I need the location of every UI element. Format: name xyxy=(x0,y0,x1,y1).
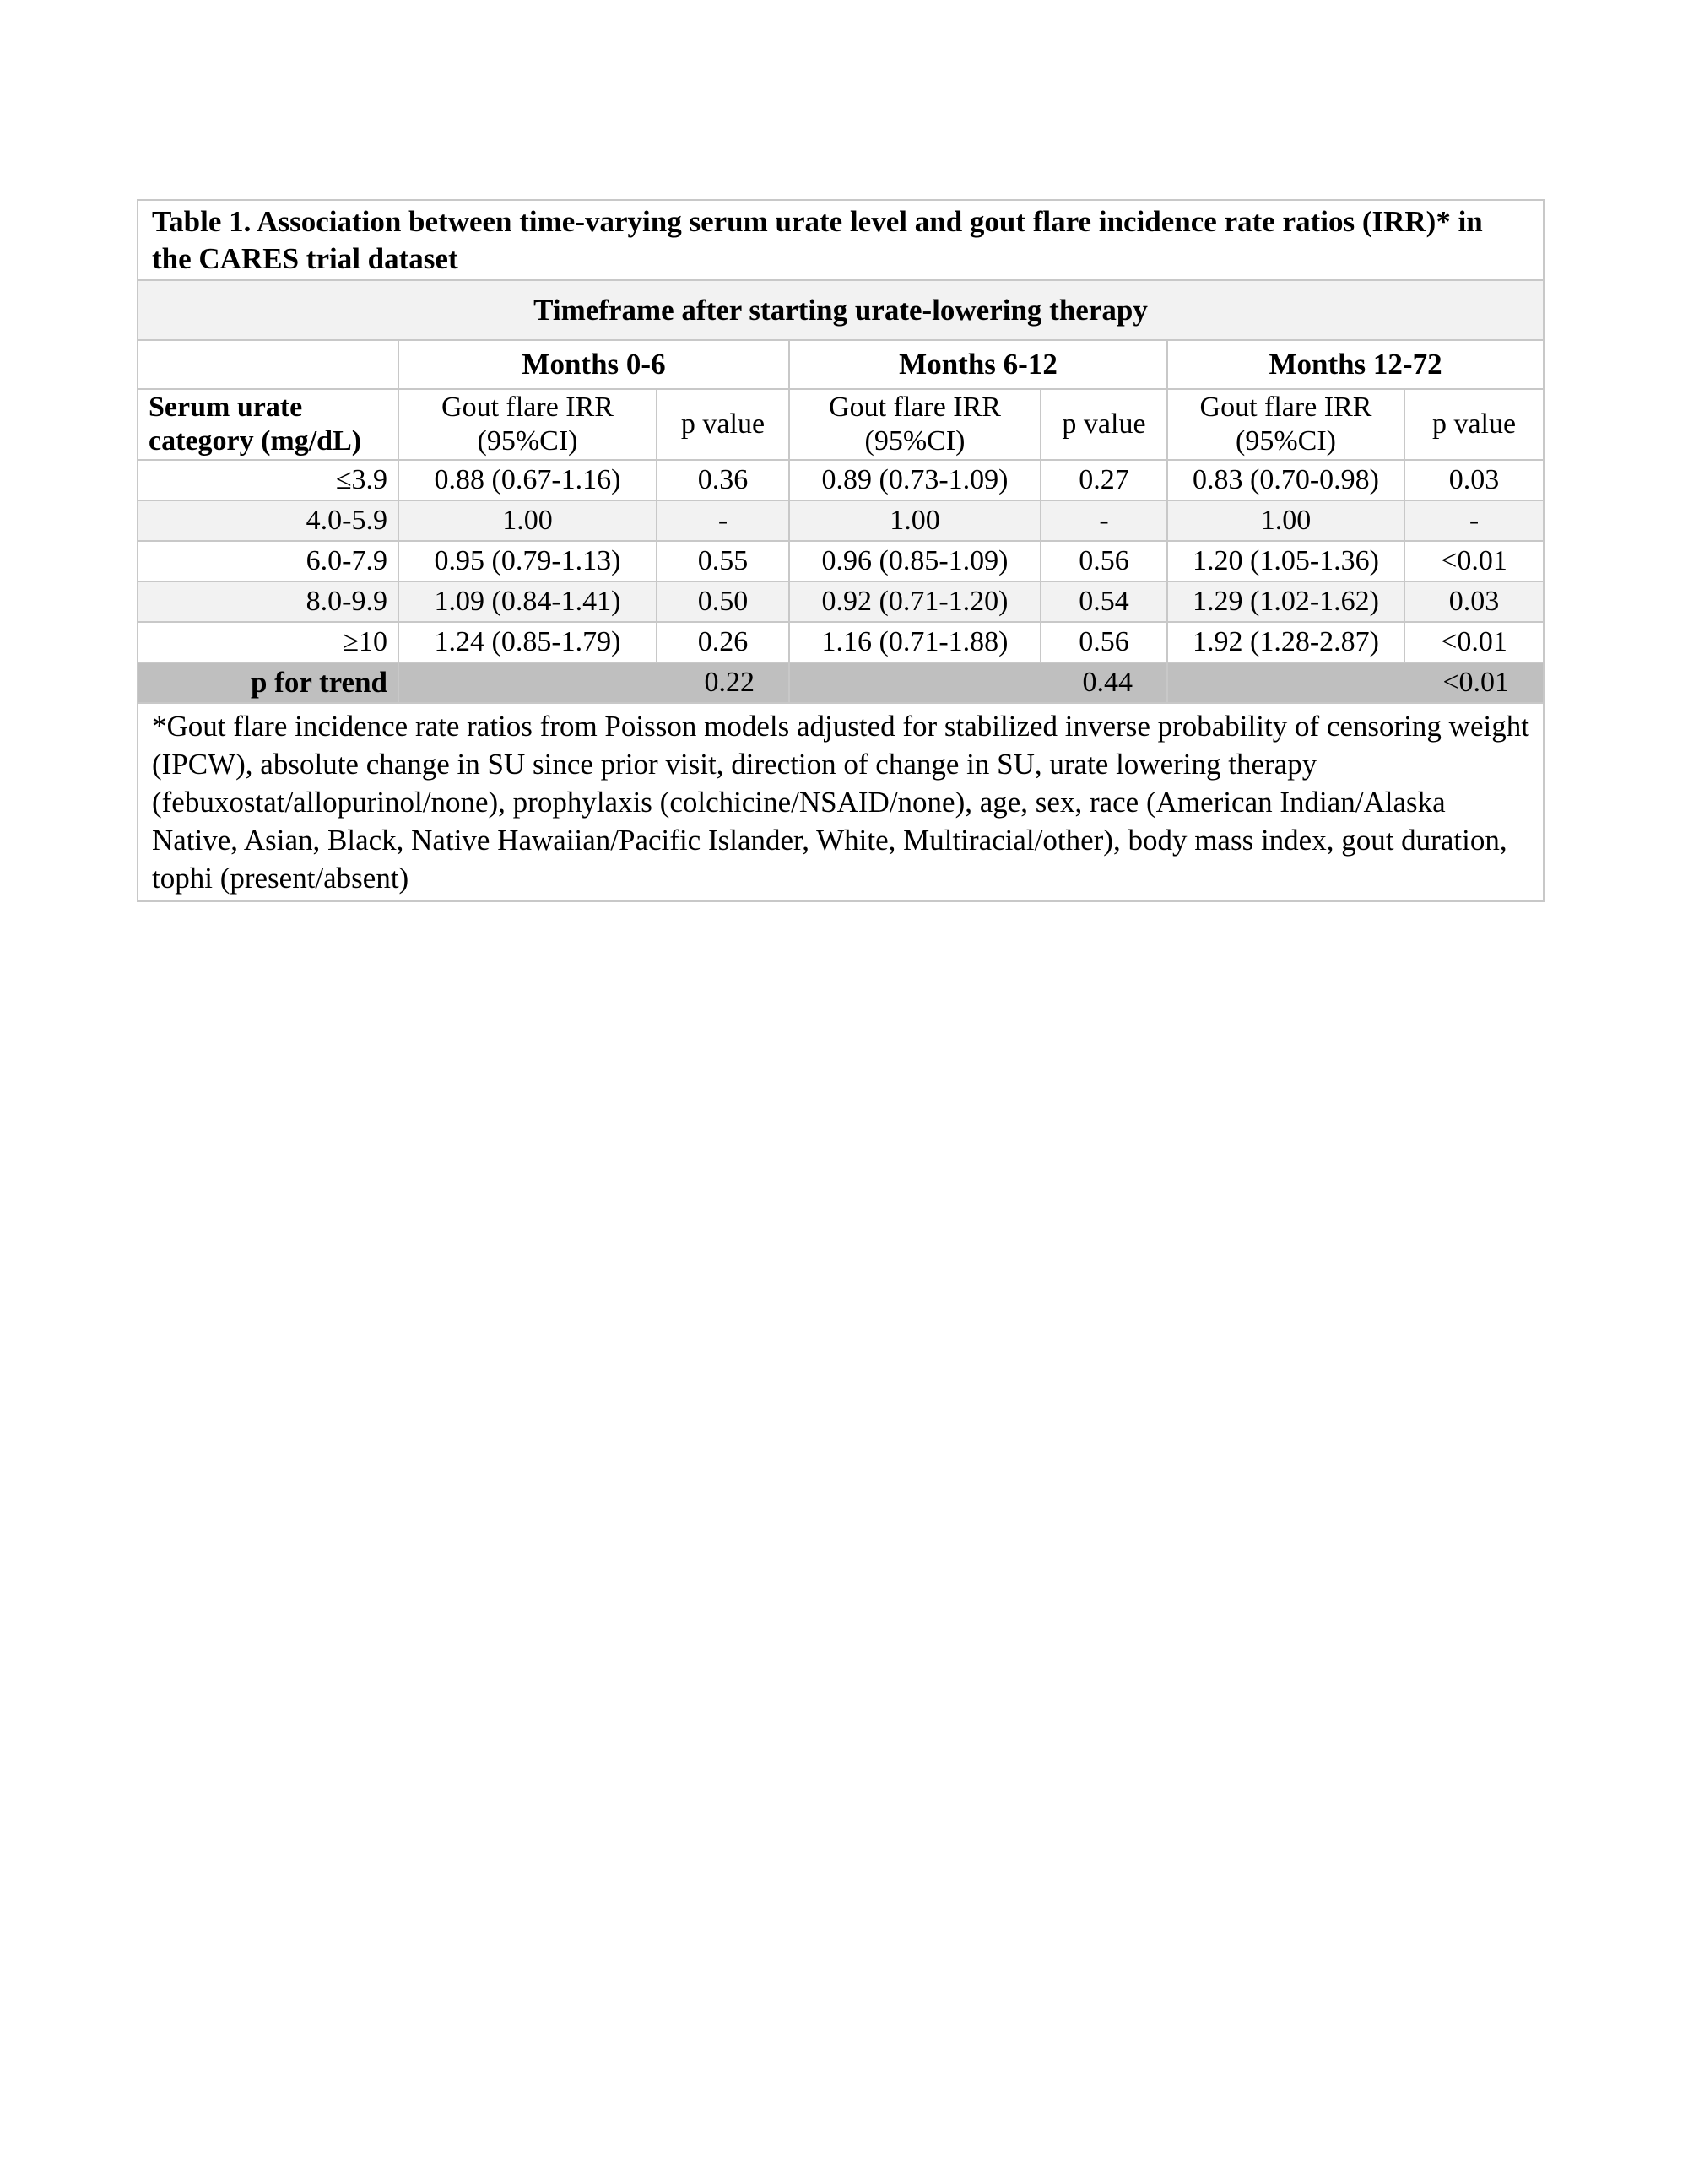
irr-cell: 1.24 (0.85-1.79) xyxy=(398,622,657,662)
trend-label: p for trend xyxy=(138,662,398,703)
p-value-cell: 0.56 xyxy=(1041,622,1167,662)
p-value-cell: 0.27 xyxy=(1041,460,1167,500)
irr-cell: 0.89 (0.73-1.09) xyxy=(789,460,1041,500)
p-value-cell: 0.26 xyxy=(657,622,789,662)
trend-row xyxy=(138,662,1544,703)
category-cell: ≤3.9 xyxy=(138,460,398,500)
p-value-cell: - xyxy=(1404,500,1544,541)
irr-cell: 1.00 xyxy=(1167,500,1404,541)
trend-value: 0.22 xyxy=(398,662,789,703)
table-title: Table 1. Association between time-varying serum urate level and gout flare incidence rate ratios (IRR)* in the CARES trial dataset xyxy=(138,200,1544,280)
category-cell: 8.0-9.9 xyxy=(138,581,398,622)
period-header: Months 12-72 xyxy=(1167,340,1544,389)
irr-cell: 1.16 (0.71-1.88) xyxy=(789,622,1041,662)
irr-cell: 1.00 xyxy=(398,500,657,541)
irr-cell: 1.20 (1.05-1.36) xyxy=(1167,541,1404,581)
p-value-cell: 0.03 xyxy=(1404,460,1544,500)
irr-header: Gout flare IRR (95%CI) xyxy=(398,389,657,460)
empty-cell xyxy=(138,340,398,389)
period-header: Months 6-12 xyxy=(789,340,1167,389)
trend-value: 0.44 xyxy=(789,662,1167,703)
p-value-cell: 0.55 xyxy=(657,541,789,581)
table-row xyxy=(138,622,1544,662)
irr-cell: 1.29 (1.02-1.62) xyxy=(1167,581,1404,622)
p-value-cell: <0.01 xyxy=(1404,541,1544,581)
p-header: p value xyxy=(1404,389,1544,460)
table-row xyxy=(138,581,1544,622)
row-header: Serum urate category (mg/dL) xyxy=(138,389,398,460)
p-value-cell: <0.01 xyxy=(1404,622,1544,662)
irr-cell: 1.09 (0.84-1.41) xyxy=(398,581,657,622)
irr-cell: 0.95 (0.79-1.13) xyxy=(398,541,657,581)
p-value-cell: 0.50 xyxy=(657,581,789,622)
irr-cell: 0.88 (0.67-1.16) xyxy=(398,460,657,500)
p-value-cell: 0.56 xyxy=(1041,541,1167,581)
p-header: p value xyxy=(657,389,789,460)
p-value-cell: 0.03 xyxy=(1404,581,1544,622)
table-row xyxy=(138,541,1544,581)
trend-value: <0.01 xyxy=(1167,662,1544,703)
p-header: p value xyxy=(1041,389,1167,460)
irr-header: Gout flare IRR (95%CI) xyxy=(1167,389,1404,460)
footnote: *Gout flare incidence rate ratios from Poisson models adjusted for stabilized inverse probability of censoring weight (IPCW), absolute change in SU since prior visit, direction of change in SU, urate lowering therapy (febuxostat/allopurinol/none), prophylaxis (colchicine/NSAID/none), age, sex, race (American Indian/Alaska Native, Asian, Black, Native Hawaiian/Pacific Islander, White, Multiracial/other), body mass index, gout duration, tophi (present/absent) xyxy=(138,703,1544,901)
p-value-cell: - xyxy=(1041,500,1167,541)
category-cell: ≥10 xyxy=(138,622,398,662)
timeframe-header: Timeframe after starting urate-lowering therapy xyxy=(138,280,1544,340)
irr-header: Gout flare IRR (95%CI) xyxy=(789,389,1041,460)
irr-cell: 0.83 (0.70-0.98) xyxy=(1167,460,1404,500)
category-cell: 6.0-7.9 xyxy=(138,541,398,581)
irr-cell: 0.96 (0.85-1.09) xyxy=(789,541,1041,581)
table-row xyxy=(138,500,1544,541)
table-row xyxy=(138,460,1544,500)
period-header-row xyxy=(138,340,1544,389)
results-table xyxy=(137,199,1545,902)
column-header-row xyxy=(138,389,1544,460)
category-cell: 4.0-5.9 xyxy=(138,500,398,541)
period-header: Months 0-6 xyxy=(398,340,789,389)
irr-cell: 1.00 xyxy=(789,500,1041,541)
p-value-cell: 0.54 xyxy=(1041,581,1167,622)
irr-cell: 0.92 (0.71-1.20) xyxy=(789,581,1041,622)
p-value-cell: 0.36 xyxy=(657,460,789,500)
irr-cell: 1.92 (1.28-2.87) xyxy=(1167,622,1404,662)
p-value-cell: - xyxy=(657,500,789,541)
